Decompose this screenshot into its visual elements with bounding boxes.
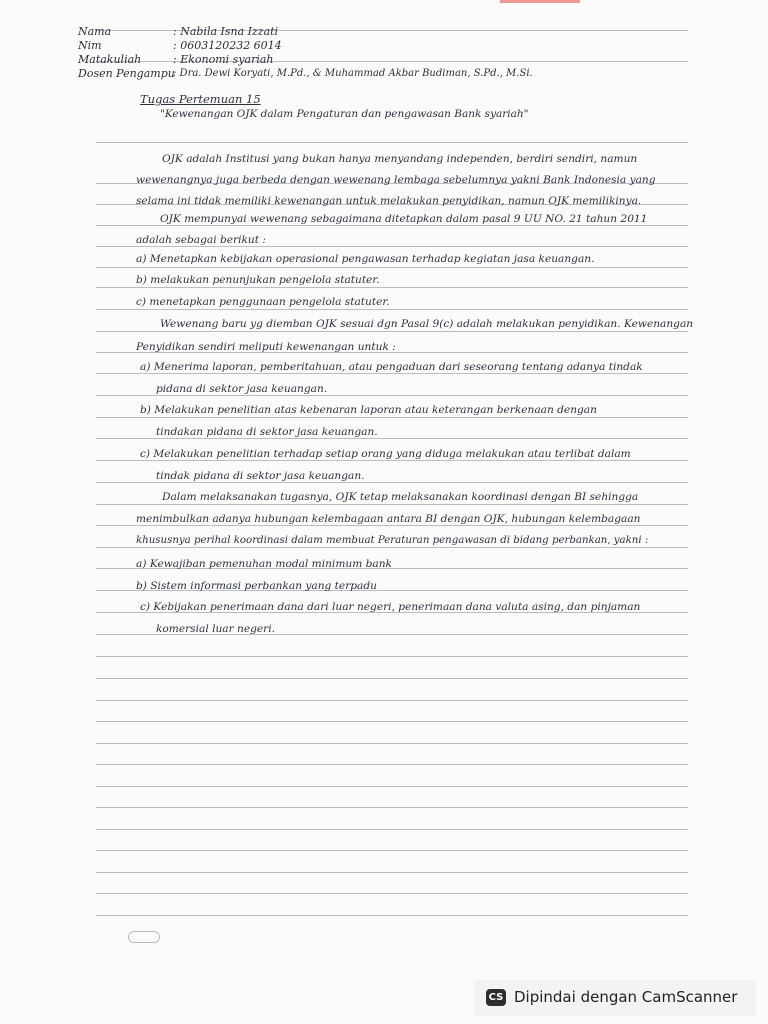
body-line: khususnya perihal koordinasi dalam membuat Peraturan pengawasan di bidang perbankan, yakni : (136, 535, 649, 546)
body-line: menimbulkan adanya hubungan kelembagaan antara BI dengan OJK, hubungan kelembagaan (136, 513, 641, 525)
ruled-line (96, 700, 688, 701)
top-edge-mark (500, 0, 580, 3)
list-item-continued: tindakan pidana di sektor jasa keuangan. (156, 426, 378, 438)
header-value: : 0603120232 6014 (173, 39, 282, 52)
body-line: OJK mempunyai wewenang sebagaimana ditetapkan dalam pasal 9 UU NO. 21 tahun 2011 (160, 213, 648, 225)
ruled-line (96, 829, 688, 830)
camscanner-text: Dipindai dengan CamScanner (514, 988, 738, 1006)
ruled-line (96, 743, 688, 744)
list-item-continued: pidana di sektor jasa keuangan. (156, 383, 328, 395)
ruled-line (96, 850, 688, 851)
header-value: : Nabila Isna Izzati (173, 25, 279, 38)
page-marker-icon (128, 931, 160, 943)
list-item-continued: komersial luar negeri. (156, 623, 275, 635)
assignment-subtitle: "Kewenangan OJK dalam Pengaturan dan pengawasan Bank syariah" (160, 108, 529, 120)
body-line: selama ini tidak memiliki kewenangan untuk melakukan penyidikan, namun OJK memilikinya. (136, 195, 642, 207)
ruled-line (96, 142, 688, 143)
ruled-line (96, 678, 688, 679)
ruled-line (96, 786, 688, 787)
list-item: b) melakukan penunjukan pengelola statuter. (136, 274, 380, 286)
ruled-line (96, 656, 688, 657)
list-item: a) Kewajiban pemenuhan modal minimum bank (136, 558, 392, 570)
body-line: adalah sebagai berikut : (136, 234, 266, 246)
body-line: Dalam melaksanakan tugasnya, OJK tetap melaksanakan koordinasi dengan BI sehingga (162, 491, 639, 503)
ruled-line (96, 915, 688, 916)
body-line: wewenangnya juga berbeda dengan wewenang lembaga sebelumnya yakni Bank Indonesia yang (136, 174, 656, 186)
camscanner-watermark (474, 980, 756, 1016)
ruled-line (96, 893, 688, 894)
header-label: Dosen Pengampu (78, 67, 175, 80)
ruled-line (96, 764, 688, 765)
list-item: c) Melakukan penelitian terhadap setiap orang yang diduga melakukan atau terlibat dalam (140, 448, 631, 460)
list-item: a) Menerima laporan, pemberitahuan, atau pengaduan dari seseorang tentang adanya tindak (140, 361, 643, 373)
list-item: a) Menetapkan kebijakan operasional pengawasan terhadap kegiatan jasa keuangan. (136, 253, 595, 265)
ruled-line (96, 721, 688, 722)
body-line: Wewenang baru yg diemban OJK sesuai dgn Pasal 9(c) adalah melakukan penyidikan. Kewenangan (160, 318, 694, 330)
ruled-line (96, 807, 688, 808)
list-item: c) menetapkan penggunaan pengelola statuter. (136, 296, 390, 308)
assignment-title: Tugas Pertemuan 15 (140, 92, 261, 106)
list-item: c) Kebijakan penerimaan dana dari luar negeri, penerimaan dana valuta asing, dan pinjaman (140, 601, 641, 613)
list-item: b) Sistem informasi perbankan yang terpadu (136, 580, 377, 592)
header-label: Matakuliah (78, 53, 142, 66)
camscanner-logo-icon: CS (486, 989, 506, 1006)
header-label: Nama (78, 25, 112, 38)
ruled-line (96, 872, 688, 873)
header-value: : Dra. Dewi Koryati, M.Pd., & Muhammad Akbar Budiman, S.Pd., M.Si. (173, 68, 533, 79)
list-item: b) Melakukan penelitian atas kebenaran laporan atau keterangan berkenaan dengan (140, 404, 597, 416)
body-line: Penyidikan sendiri meliputi kewenangan untuk : (136, 341, 396, 353)
header-label: Nim (78, 39, 102, 52)
header-value: : Ekonomi syariah (173, 53, 274, 66)
list-item-continued: tindak pidana di sektor jasa keuangan. (156, 470, 365, 482)
body-line: OJK adalah Institusi yang bukan hanya menyandang independen, berdiri sendiri, namun (162, 153, 638, 165)
